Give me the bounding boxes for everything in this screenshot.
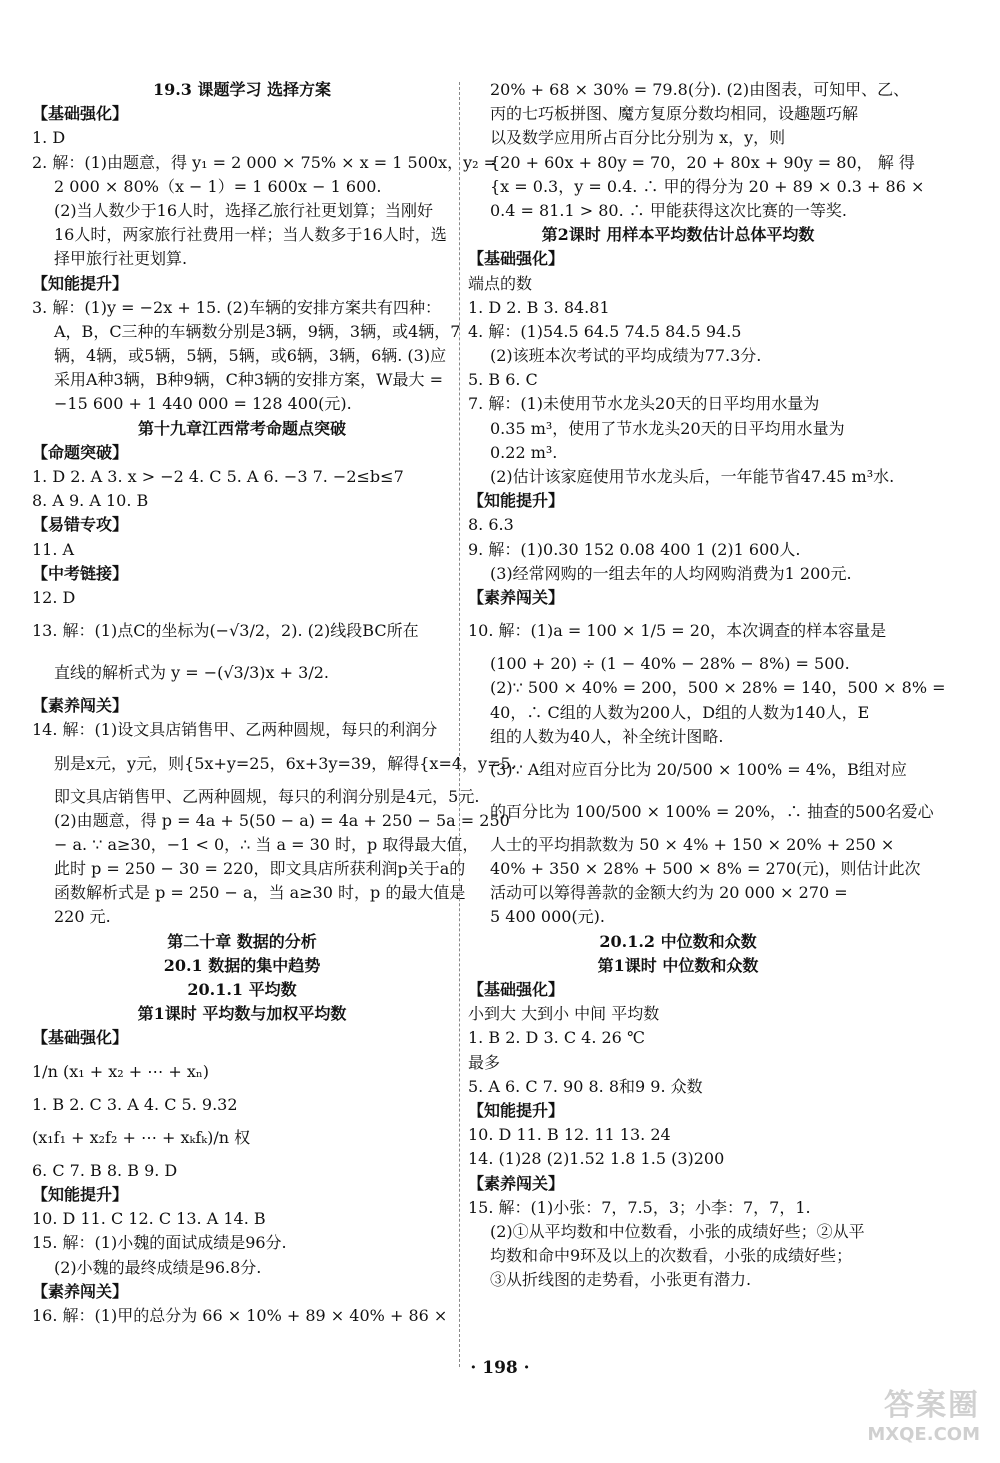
answer-line: 0.22 m³.: [490, 442, 558, 462]
answer-line: −15 600 + 1 440 000 = 128 400(元).: [54, 394, 352, 414]
answer-line: 即文具店销售甲、乙两种圆规，每只的利润分别是4元，5元.: [54, 786, 480, 806]
answer-line: (x₁f₁ + x₂f₂ + ⋯ + xₖfₖ)/n 权: [32, 1127, 251, 1147]
answer-line: 以及数学应用所占百分比分别为 x，y，则: [490, 128, 786, 148]
answer-line: 1. B 2. D 3. C 4. 26 ℃: [468, 1028, 645, 1048]
answer-line: (3)经常网购的一组去年的人均网购消费为1 200元.: [490, 563, 852, 583]
answer-line: 5 400 000(元).: [490, 907, 606, 927]
section-heading: 【基础强化】: [32, 104, 129, 124]
answer-line: A，B，C三种的车辆数分别是3辆，9辆，3辆，或4辆，7: [54, 321, 461, 341]
section-heading: 【基础强化】: [32, 1028, 129, 1048]
answer-line: 16. 解：(1)甲的总分为 66 × 10% + 89 × 40% + 86 ×: [32, 1305, 448, 1325]
answer-line: {20 + 60x + 80y = 70，20 + 80x + 90y = 80， 解 得: [490, 152, 915, 172]
answer-line: 15. 解：(1)小魏的面试成绩是96分.: [32, 1233, 287, 1253]
answer-line: 小到大 大到小 中间 平均数: [468, 1004, 660, 1024]
answer-line: 9. 解：(1)0.30 152 0.08 400 1 (2)1 600人.: [468, 539, 801, 559]
answer-line: 14. 解：(1)设文具店销售甲、乙两种圆规，每只的利润分: [32, 720, 438, 740]
answer-line: 1. D 2. B 3. 84.81: [468, 297, 610, 317]
answer-line: 的百分比为 100/500 × 100% = 20%，∴ 抽查的500名爱心: [490, 801, 934, 821]
answer-line: 5. B 6. C: [468, 370, 538, 390]
lesson-title: 20.1.1 平均数: [187, 980, 297, 999]
answer-line: ③从折线图的走势看，小张更有潜力.: [490, 1270, 752, 1290]
section-heading: 【知能提升】: [468, 491, 565, 511]
section-heading: 【知能提升】: [32, 1184, 129, 1204]
answer-line: (2)由题意，得 p = 4a + 5(50 − a) = 4a + 250 − 5a = 250: [54, 810, 510, 830]
answer-line: (2)估计该家庭使用节水龙头后，一年能节省47.45 m³水.: [490, 467, 895, 486]
page-number: · 198 ·: [470, 1358, 530, 1378]
answer-line: 3. 解：(1)y = −2x + 15. (2)车辆的安排方案共有四种：: [32, 297, 442, 317]
section-heading: 【易错专攻】: [32, 515, 129, 535]
answer-line: 辆，4辆，或5辆，5辆，5辆，或6辆，3辆，6辆. (3)应: [54, 346, 447, 366]
answer-line: 2 000 × 80%（x − 1）= 1 600x − 1 600.: [54, 176, 382, 196]
answer-line: (100 + 20) ÷ (1 − 40% − 28% − 8%) = 500.: [490, 654, 850, 674]
answer-line: 0.4 = 81.1 > 80. ∴ 甲能获得这次比赛的一等奖.: [490, 200, 847, 220]
answer-line: 采用A种3辆，B种9辆，C种3辆的安排方案，W最大 =: [54, 370, 444, 390]
answer-line: 直线的解析式为 y = −(√3/3)x + 3/2.: [54, 663, 329, 683]
answer-line: 5. A 6. C 7. 90 8. 8和9 9. 众数: [468, 1076, 703, 1096]
answer-line: 端点的数: [468, 273, 533, 293]
section-heading: 【知能提升】: [468, 1100, 565, 1120]
answer-line: 220 元.: [54, 907, 111, 927]
answer-line: 15. 解：(1)小张：7，7.5，3；小李：7，7，1.: [468, 1197, 811, 1217]
lesson-title: 20.1 数据的集中趋势: [163, 955, 321, 975]
lesson-title: 20.1.2 中位数和众数: [599, 931, 757, 951]
right-column: [468, 78, 946, 1292]
answer-line: (2)当人数少于16人时，选择乙旅行社更划算；当刚好: [54, 200, 434, 220]
answer-line: − a. ∵ a≥30，−1 < 0，∴ 当 a = 30 时，p 取得最大值，: [54, 834, 479, 854]
answer-line: 10. 解：(1)a = 100 × 1/5 = 20，本次调查的样本容量是: [468, 621, 887, 641]
answer-line: 4. 解：(1)54.5 64.5 74.5 84.5 94.5: [468, 321, 742, 341]
answer-line: {x = 0.3，y = 0.4. ∴ 甲的得分为 20 + 89 × 0.3 + 86 ×: [490, 176, 925, 196]
watermark-logo: [830, 1380, 980, 1456]
answer-line: 1. B 2. C 3. A 4. C 5. 9.32: [32, 1094, 238, 1114]
lesson-title: 第2课时 用样本平均数估计总体平均数: [541, 225, 815, 245]
answer-line: 20% + 68 × 30% = 79.8(分). (2)由图表，可知甲、乙、: [490, 80, 910, 99]
answer-line: 12. D: [32, 587, 76, 607]
answer-line: 别是x元，y元，则{5x+y=25，6x+3y=39，解得{x=4，y=5.: [54, 753, 516, 773]
section-heading: 【素养闯关】: [468, 1173, 565, 1193]
answer-line: 0.35 m³，使用了节水龙头20天的日平均用水量为: [490, 418, 845, 438]
answer-line: 均数和命中9环及以上的次数看，小张的成绩好些；: [490, 1246, 853, 1266]
section-heading: 【素养闯关】: [468, 587, 565, 607]
answer-line: 择甲旅行社更划算.: [54, 249, 188, 269]
answer-line: 14. (1)28 (2)1.52 1.8 1.5 (3)200: [468, 1149, 725, 1169]
answer-line: (2)∵ 500 × 40% = 200，500 × 28% = 140，500 × 8% =: [490, 678, 946, 698]
lesson-title: 第1课时 平均数与加权平均数: [137, 1004, 347, 1024]
section-heading: 【中考链接】: [32, 563, 129, 583]
lesson-title: 第1课时 中位数和众数: [597, 955, 759, 975]
answer-line: 10. D 11. B 12. 11 13. 24: [468, 1125, 671, 1145]
answer-line: 此时 p = 250 − 30 = 220，即文具店所获利润p关于a的: [54, 859, 466, 879]
answer-line: 人士的平均捐款数为 50 × 4% + 150 × 20% + 250 ×: [490, 834, 895, 854]
answer-line: 40% + 350 × 28% + 500 × 8% = 270(元)，则估计此次: [490, 859, 921, 879]
watermark-url: MXQE.COM: [867, 1424, 980, 1445]
answer-line: 16人时，两家旅行社费用一样；当人数多于16人时，选: [54, 225, 447, 245]
lesson-title: 19.3 课题学习 选择方案: [152, 80, 332, 99]
answer-line: 1. D: [32, 128, 66, 148]
watermark-text: 答案圈: [884, 1388, 980, 1423]
answer-line: 6. C 7. B 8. B 9. D: [32, 1160, 178, 1180]
section-heading: 【素养闯关】: [32, 1281, 129, 1301]
section-heading: 【命题突破】: [32, 442, 129, 462]
answer-line: (3)∵ A组对应百分比为 20/500 × 100% = 4%，B组对应: [490, 759, 907, 779]
answer-line: 最多: [468, 1052, 501, 1072]
answer-line: 丙的七巧板拼图、魔方复原分数均相同，设趣题巧解: [490, 104, 859, 124]
answer-line: (2)小魏的最终成绩是96.8分.: [54, 1257, 262, 1277]
answer-line: (2)该班本次考试的平均成绩为77.3分.: [490, 346, 762, 366]
section-heading: 【基础强化】: [468, 980, 565, 999]
lesson-title: 第二十章 数据的分析: [167, 931, 317, 951]
section-heading: 【知能提升】: [32, 273, 129, 293]
answer-line: 1/n (x₁ + x₂ + ⋯ + xₙ): [32, 1061, 209, 1081]
answer-line: 40，∴ C组的人数为200人，D组的人数为140人，E: [490, 702, 870, 722]
answer-line: 函数解析式是 p = 250 − a，当 a≥30 时，p 的最大值是: [54, 883, 466, 903]
answer-line: 活动可以筹得善款的金额大约为 20 000 × 270 =: [490, 883, 848, 903]
answer-line: 8. A 9. A 10. B: [32, 491, 149, 511]
answer-line: 13. 解：(1)点C的坐标为(−√3/2，2). (2)线段BC所在: [32, 621, 419, 641]
answer-line: 8. 6.3: [468, 515, 514, 535]
section-heading: 【基础强化】: [468, 249, 565, 269]
answer-line: 10. D 11. C 12. C 13. A 14. B: [32, 1209, 266, 1229]
column-divider: [459, 82, 460, 1367]
answer-line: 2. 解：(1)由题意，得 y₁ = 2 000 × 75% × x = 1 500x，y₂ =: [32, 152, 498, 172]
answer-line: 1. D 2. A 3. x > −2 4. C 5. A 6. −3 7. −2≤b≤7: [32, 467, 404, 486]
answer-line: (2)①从平均数和中位数看，小张的成绩好些；②从平: [490, 1221, 865, 1241]
lesson-title: 第十九章江西常考命题点突破: [137, 418, 346, 438]
answer-line: 11. A: [32, 539, 75, 559]
answer-line: 组的人数为40人，补全统计图略.: [490, 726, 724, 746]
answer-line: 7. 解：(1)未使用节水龙头20天的日平均用水量为: [468, 394, 820, 414]
section-heading: 【素养闯关】: [32, 696, 129, 716]
